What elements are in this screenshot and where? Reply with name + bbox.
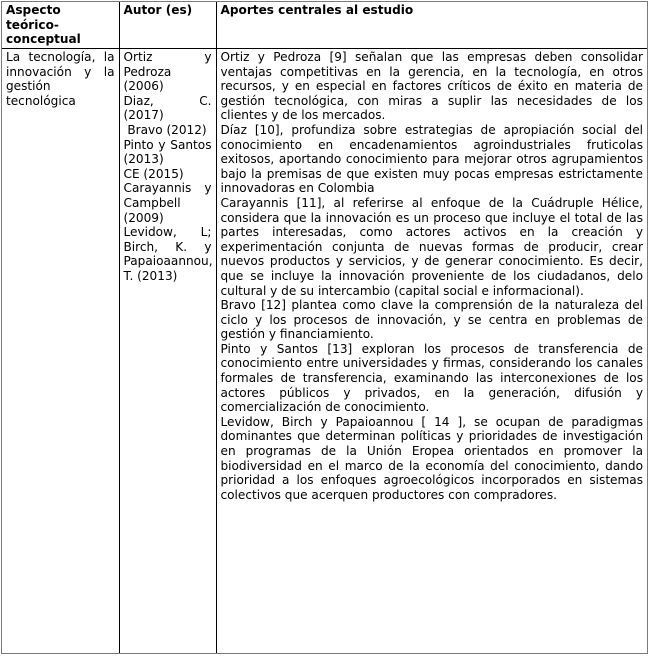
header-authors: Autor (es): [119, 2, 216, 49]
contribution-paragraph: Pinto y Santos [13] exploran los procesos de transferencia de conocimiento entre universidades y firmas, considerando los canales formales de transferencia, examinando las interconexiones de los actores públicos y privados, en la generación, difusión y comercialización de conocimiento.: [220, 341, 643, 415]
contributions-cell: [216, 49, 647, 654]
literature-review-table: [2, 2, 647, 653]
header-row: [2, 2, 647, 49]
author-entry: Bravo (2012): [123, 122, 207, 137]
author-entry: Levidow, L; Birch, K. y Papaioaannou, T. (2013): [123, 225, 213, 283]
author-entry: CE (2015): [123, 166, 184, 181]
contribution-paragraph: Ortiz y Pedroza [9] señalan que las empresas deben consolidar ventajas competitivas en la gerencia, en la tecnología, en otros recursos, y en especial en factores críticos de éxito en materia de gestión tecnológica, con miras a suplir las necesidades de los clientes y de los mercados.: [220, 50, 643, 123]
author-entry: Ortiz y Pedroza (2006): [123, 50, 212, 94]
literature-review-table-container: [1, 1, 648, 654]
author-entry: Pinto y Santos (2013): [123, 137, 212, 167]
author-entry: Carayannis y Campbell (2009): [123, 181, 212, 225]
contribution-paragraph: Carayannis [11], al referirse al enfoque de la Cuádruple Hélice, considera que la innovación es un proceso que incluye el total de las partes interesadas, como actores activos en la creación y experimentación conjunta de nuevas formas de producir, crear nuevos productos y servicios, y de generar conocimiento. Es decir, que se incluye la innovación proveniente de los ciudadanos, delo cultural y de su intercambio (capital social e informacional).: [220, 195, 643, 298]
header-aspect: Aspecto teórico-conceptual: [2, 2, 119, 49]
author-entry: Diaz, C. (2017): [123, 93, 212, 123]
aspect-text: La tecnología, la innovación y la gestión tecnológica: [6, 50, 115, 108]
contribution-paragraph: Díaz [10], profundiza sobre estrategias de apropiación social del conocimiento en encadenamientos agroindustriales fruticolas exitosos, aportando conocimiento para mejorar otros agrupamientos bajo la premisas de que existen muy pocas empresas estrictamente innovadoras en Colombia: [220, 122, 643, 196]
authors-cell: [119, 49, 216, 654]
contribution-paragraph: Bravo [12] plantea como clave la comprensión de la naturaleza del ciclo y los procesos de innovación, y se centra en problemas de gestión y financiamiento.: [220, 298, 643, 342]
contribution-paragraph: Levidow, Birch y Papaioannou [ 14 ], se ocupan de paradigmas dominantes que determinan políticas y prioridades de investigación en programas de la Unión Eropea orientados en promover la biodiversidad en el marco de la economía del conocimiento, dando prioridad a los enfoques agroecológicos incorporados en sistemas colectivos que acerquen productores con compradores.: [220, 414, 643, 502]
aspect-cell: [2, 49, 119, 654]
header-contributions: Aportes centrales al estudio: [216, 2, 647, 49]
table-row: [2, 49, 647, 654]
